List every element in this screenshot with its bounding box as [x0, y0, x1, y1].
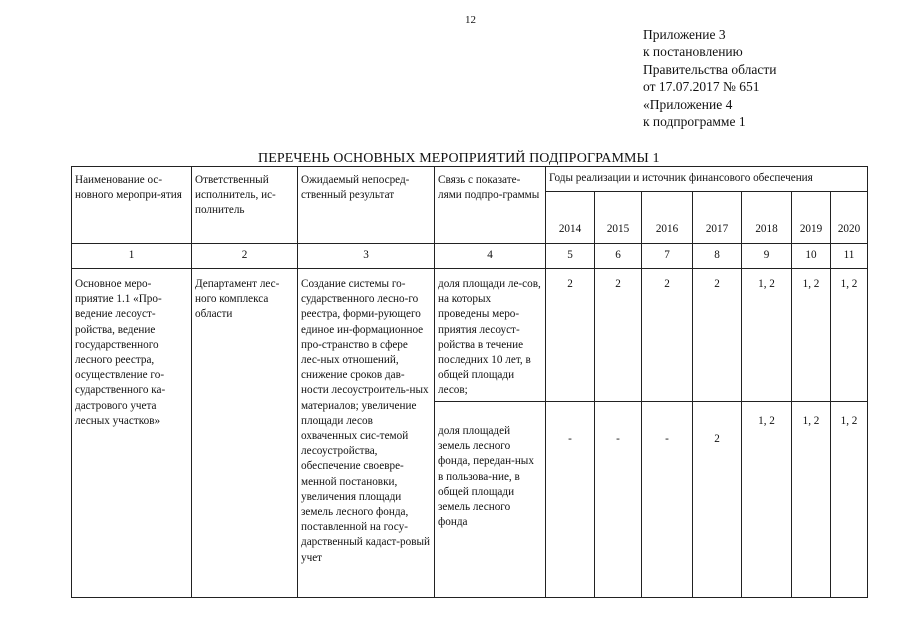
indicator-value: - [642, 402, 693, 598]
header-years-group: Годы реализации и источник финансового обеспечения [546, 167, 868, 192]
indicator-text: доля площадей земель лесного фонда, передан-ных в пользова-ние, в общей площади земель лесного фонда [435, 402, 546, 598]
expected-result: Создание системы го-сударственного лесно-го реестра, форми-рующего единое ин-формационное про-странство в сфере лес-ных отношений, снижение сроков дав-ности лесоустроитель-ных материалов; увеличение площади лесов охваченных сис-темой лесоустройства, обеспечение своевре-менной постановки, увеличения площади земель лесного фонда, поставленной на госу-дарственный кадаст-ровый учет [298, 269, 435, 598]
header-year: 2020 [831, 192, 868, 244]
indicator-value: 1, 2 [831, 402, 868, 598]
column-number: 6 [595, 244, 642, 269]
appendix-line: к постановлению [643, 44, 743, 60]
appendix-line: от 17.07.2017 № 651 [643, 79, 760, 95]
header-year: 2018 [742, 192, 792, 244]
header-activity-name: Наименование ос-новного меропри-ятия [72, 167, 192, 244]
indicator-value: 1, 2 [742, 402, 792, 598]
indicator-value: 1, 2 [742, 269, 792, 402]
indicator-value: 2 [693, 269, 742, 402]
indicator-value: 2 [642, 269, 693, 402]
indicator-value: 2 [546, 269, 595, 402]
column-number: 2 [192, 244, 298, 269]
header-year: 2014 [546, 192, 595, 244]
appendix-line: Правительства области [643, 61, 777, 77]
header-year: 2019 [792, 192, 831, 244]
indicator-text: доля площади ле-сов, на которых проведены меро-приятия лесоуст-ройства в течение последних 10 лет, в общей площади лесов; [435, 269, 546, 402]
indicator-value: - [546, 402, 595, 598]
indicator-value: - [595, 402, 642, 598]
header-expected-result: Ожидаемый непосред-ственный результат [298, 167, 435, 244]
header-executor: Ответственный исполнитель, ис-полнитель [192, 167, 298, 244]
header-year: 2017 [693, 192, 742, 244]
appendix-line: к подпрограмме 1 [643, 114, 746, 130]
indicator-value: 2 [693, 402, 742, 598]
appendix-line: Приложение 3 [643, 27, 726, 42]
page-number: 12 [465, 14, 476, 26]
column-number: 10 [792, 244, 831, 269]
document-title: ПЕРЕЧЕНЬ ОСНОВНЫХ МЕРОПРИЯТИЙ ПОДПРОГРАММЫ 1 [258, 151, 660, 166]
activity-name: Основное меро-приятие 1.1 «Про-ведение лесоуст-ройства, ведение государственного лесного реестра, осуществление го-сударственного ка-дастрового учета лесных участков» [72, 269, 192, 598]
indicator-value: 1, 2 [792, 269, 831, 402]
column-number: 5 [546, 244, 595, 269]
column-number: 9 [742, 244, 792, 269]
column-number: 7 [642, 244, 693, 269]
column-number: 11 [831, 244, 868, 269]
column-number: 1 [72, 244, 192, 269]
column-number: 8 [693, 244, 742, 269]
header-year: 2015 [595, 192, 642, 244]
executor: Департамент лес-ного комплекса области [192, 269, 298, 598]
column-number: 3 [298, 244, 435, 269]
measures-table [71, 166, 868, 598]
header-indicators-link: Связь с показате-лями подпро-граммы [435, 167, 546, 244]
column-number: 4 [435, 244, 546, 269]
indicator-value: 1, 2 [831, 269, 868, 402]
indicator-value: 2 [595, 269, 642, 402]
appendix-line: «Приложение 4 [643, 96, 733, 112]
header-year: 2016 [642, 192, 693, 244]
appendix-block [643, 26, 776, 130]
indicator-value: 1, 2 [792, 402, 831, 598]
